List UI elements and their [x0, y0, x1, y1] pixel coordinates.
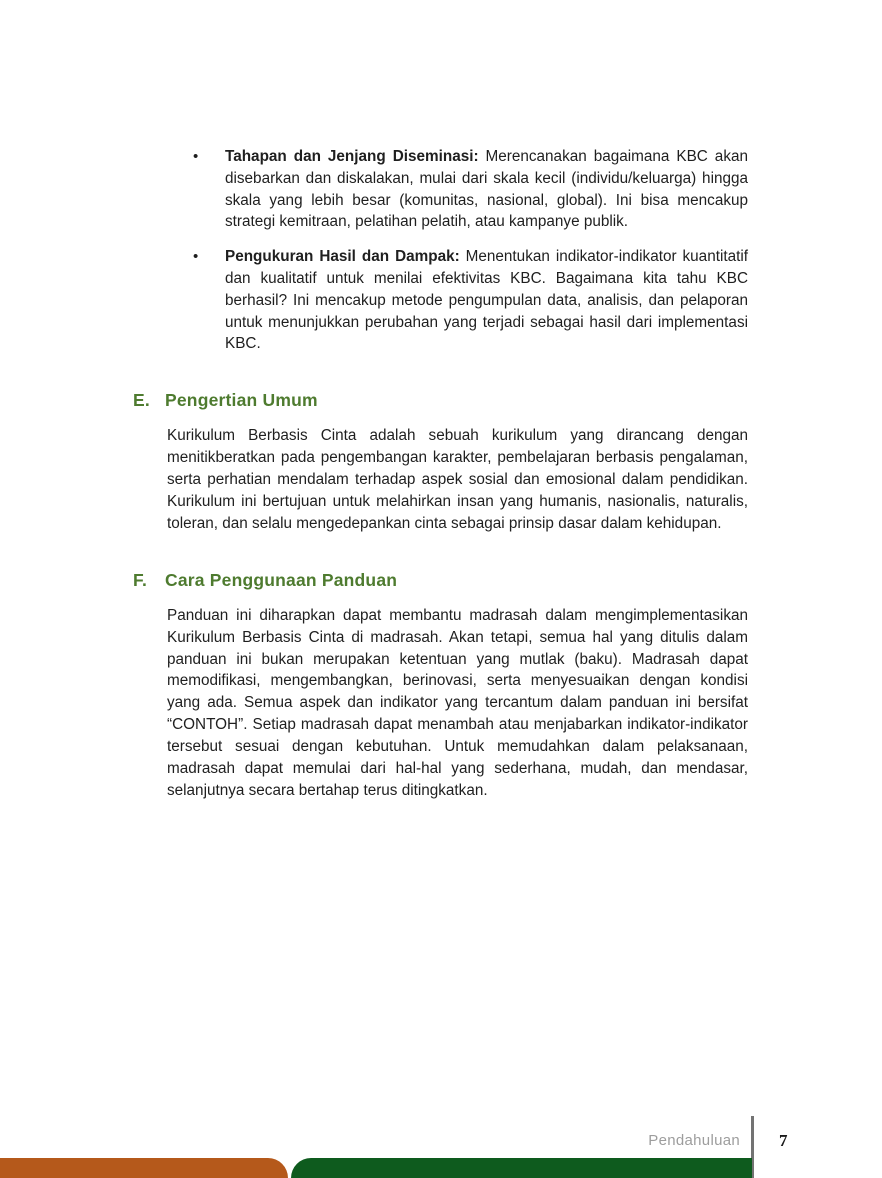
section-title: Cara Penggunaan Panduan [165, 569, 398, 590]
bullet-text [225, 146, 748, 233]
list-item [193, 146, 748, 233]
list-item [193, 246, 748, 355]
page-number: 7 [779, 1131, 788, 1150]
bullet-text [225, 246, 748, 355]
section-paragraph: Panduan ini diharapkan dapat membantu madrasah dalam mengimplementasikan Kurikulum Berbasis Cinta di madrasah. Akan tetapi, semua hal yang ditulis dalam panduan ini bukan merupakan ketentuan yang mutlak (baku). Madrasah dapat memodifikasi, mengembangkan, berinovasi, serta menyesuaikan dengan kondisi yang ada. Semua aspek dan indikator yang tercantum dalam panduan ini bersifat “CONTOH”. Setiap madrasah dapat menambah atau menjabarkan indikator-indikator tersebut sesuai dengan kebutuhan. Untuk memudahkan dalam pelaksanaan, madrasah dapat memulai dari hal-hal yang sederhana, mudah, dan mendasar, selanjutnya secara bertahap terus ditingkatkan. [167, 606, 748, 799]
bullet-lead-bold: Pengukuran Hasil dan Dampak: [225, 248, 460, 266]
bullet-lead-bold: Tahapan dan Jenjang Diseminasi: [225, 148, 479, 165]
section-letter: E. [133, 390, 150, 411]
bullet-body-text: Merencanakan bagaimana KBC akan disebarkan dan diskalakan, mulai dari skala kecil (individu/keluarga) hingga skala yang lebih besar (komunitas, nasional, global). Ini bisa mencakup strategi kemitraan, pelatihan pelatih, atau kampanye publik. [225, 148, 748, 231]
bottom-bar-orange [0, 1158, 288, 1178]
section-heading-e [133, 390, 882, 411]
page-content [0, 146, 882, 802]
bullet-body-text: Menentukan indikator-indikator kuantitatif dan kualitatif untuk menilai efektivitas KBC. Bagaimana kita tahu KBC berhasil? Ini mencakup metode pengumpulan data, analisis, dan pelaporan untuk menunjukkan perubahan yang terjadi sebagai hasil dari implementasi KBC. [225, 248, 749, 353]
section-letter: F. [133, 569, 148, 590]
bottom-bar-green [291, 1158, 752, 1178]
section-title: Pengertian Umum [165, 390, 318, 411]
bullet-icon: • [193, 248, 199, 266]
footer-section-label: Pendahuluan [648, 1132, 740, 1149]
section-paragraph: Kurikulum Berbasis Cinta adalah sebuah kurikulum yang dirancang dengan menitikberatkan pada pengembangan karakter, pembelajaran berbasis pengalaman, serta perhatian mendalam terhadap aspek sosial dan emosional dalam pendidikan. Kurikulum ini bertujuan untuk melahirkan insan yang humanis, nasionalis, naturalis, toleran, dan selalu mengedepankan cinta sebagai prinsip dasar dalam kehidupan. [167, 427, 748, 532]
section-heading-f [133, 570, 882, 591]
bullet-icon: • [193, 148, 199, 165]
